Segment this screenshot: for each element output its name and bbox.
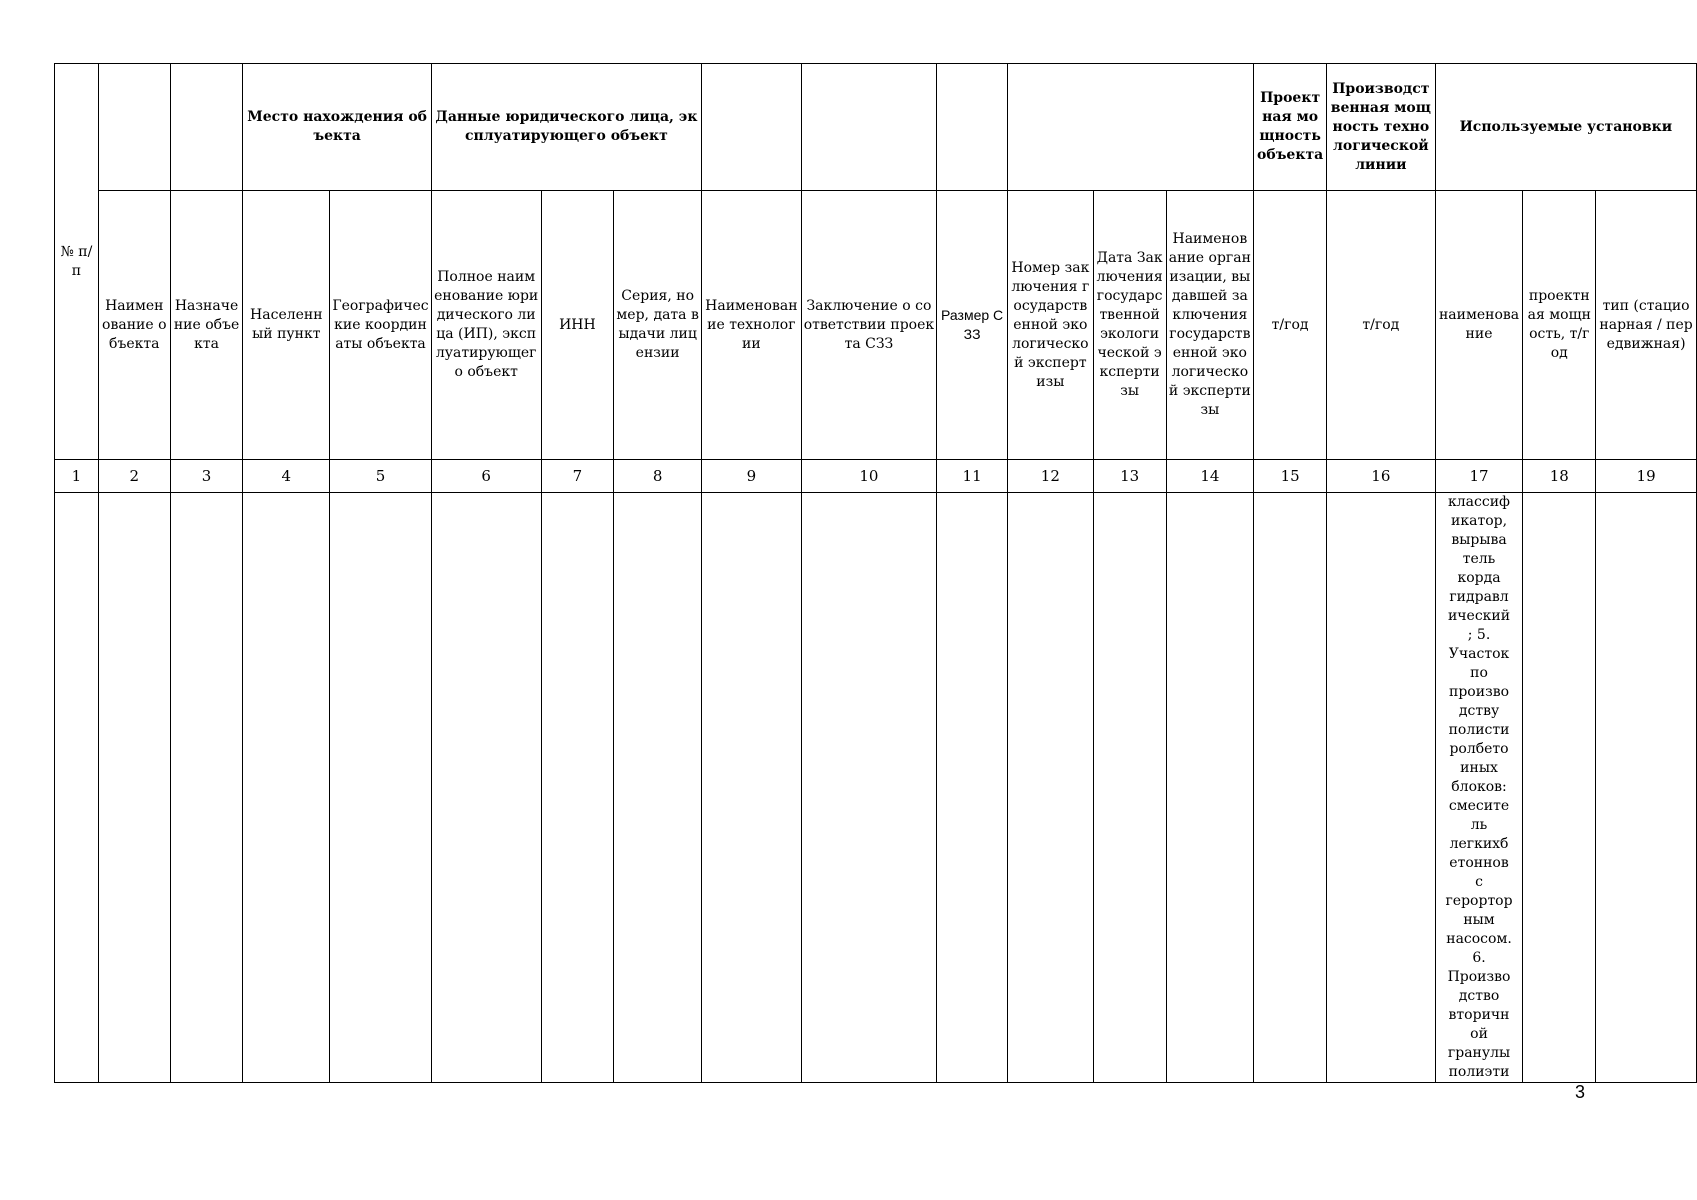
col-4-header: Населенный пункт [243,191,330,460]
column-number-row [55,460,1697,493]
column-number: 3 [170,460,243,493]
column-header-row [55,191,1697,460]
column-number: 19 [1596,460,1697,493]
cell [1327,493,1436,1083]
cell [55,493,99,1083]
cell [1093,493,1166,1083]
column-number: 12 [1007,460,1093,493]
cell [431,493,541,1083]
group-header-empty [702,64,802,191]
column-number: 10 [801,460,937,493]
col-19-header: тип (стационарная / передвижная) [1596,191,1697,460]
column-number: 4 [243,460,330,493]
group-header-design-capacity: Проектная мощность объекта [1254,64,1327,191]
column-number: 15 [1254,460,1327,493]
column-number: 1 [55,460,99,493]
group-header-empty [937,64,1008,191]
column-number: 6 [431,460,541,493]
cell [170,493,243,1083]
register-table [54,63,1697,1083]
cell [1254,493,1327,1083]
cell [330,493,432,1083]
col-9-header: Наименование технологии [702,191,802,460]
column-number: 2 [98,460,170,493]
col-5-header: Географические координаты объекта [330,191,432,460]
column-number: 5 [330,460,432,493]
col-18-header: проектная мощность, т/год [1523,191,1596,460]
cell [1523,493,1596,1083]
page-number: 3 [1575,1082,1586,1102]
col-6-header: Полное наименование юридического лица (ИП), эксплуатирующего объект [431,191,541,460]
group-header-legal-entity: Данные юридического лица, эксплуатирующего объект [431,64,701,191]
group-header-empty [98,64,170,191]
column-number: 8 [614,460,702,493]
column-number: 11 [937,460,1008,493]
column-number: 17 [1435,460,1523,493]
group-header-installations: Используемые установки [1435,64,1696,191]
col-3-header: Назначение объекта [170,191,243,460]
cell [1166,493,1254,1083]
cell [702,493,802,1083]
col-1-header: № п/п [55,64,99,460]
col-8-header: Серия, номер, дата выдачи лицензии [614,191,702,460]
col-11-header: Размер СЗЗ [937,191,1008,460]
installation-name-cell [1435,493,1523,1083]
col-17-header: наименование [1435,191,1523,460]
cell [1007,493,1093,1083]
group-header-production-capacity: Производственная мощность технологической линии [1327,64,1436,191]
column-number: 16 [1327,460,1436,493]
cell [1596,493,1697,1083]
col-10-header: Заключение о соответствии проекта СЗЗ [801,191,937,460]
cell [243,493,330,1083]
cell [801,493,937,1083]
group-header-location: Место нахождения объекта [243,64,431,191]
col-12-header: Номер заключения государственной экологической экспертизы [1007,191,1093,460]
col-2-header: Наименование объекта [98,191,170,460]
col-15-header: т/год [1254,191,1327,460]
group-header-empty [1007,64,1253,191]
installation-name-text: классиф икатор, вырыва тель корда гидравл ический ; 5. Участок по произво дству полисти ролбето иных блоков: смесите ль легкихб етоннов с герортор ным насосом. 6. Произво дство вторичн ой гранулы полиэти [1445,494,1513,1080]
cell [541,493,614,1083]
table-row [55,493,1697,1083]
column-number: 14 [1166,460,1254,493]
column-number: 9 [702,460,802,493]
group-header-empty [170,64,243,191]
cell [614,493,702,1083]
group-header-empty [801,64,937,191]
column-number: 18 [1523,460,1596,493]
col-14-header: Наименование организации, выдавшей заключения государственной экологической экспертизы [1166,191,1254,460]
cell [937,493,1008,1083]
col-16-header: т/год [1327,191,1436,460]
col-13-header: Дата Заключения государственной экологической экспертизы [1093,191,1166,460]
column-number: 13 [1093,460,1166,493]
group-header-row [55,64,1697,191]
cell [98,493,170,1083]
column-number: 7 [541,460,614,493]
col-7-header: ИНН [541,191,614,460]
